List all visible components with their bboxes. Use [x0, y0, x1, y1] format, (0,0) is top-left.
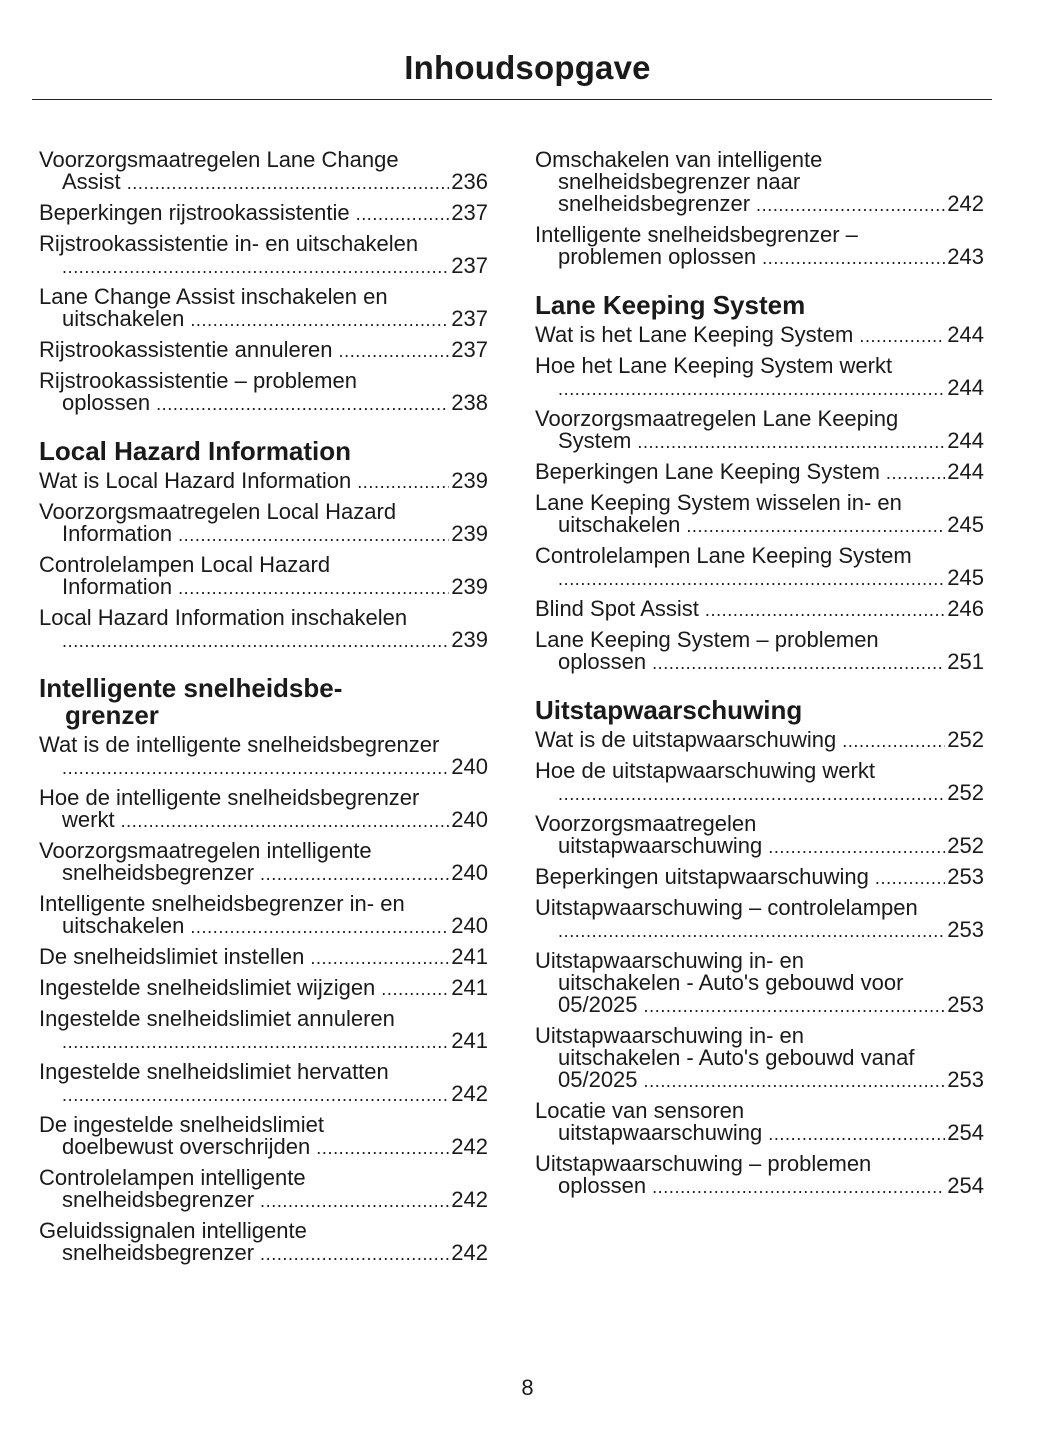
toc-entry-text: snelheidsbegrenzer naar	[558, 169, 801, 194]
toc-entry-text: oplossen	[558, 649, 647, 674]
toc-page-number[interactable]: 254	[947, 1120, 984, 1145]
toc-entry-text: Rijstrookassistentie – problemen	[39, 368, 357, 393]
section-heading-line: Intelligente snelheidsbe-	[39, 673, 343, 703]
toc-entry-last-line	[39, 629, 488, 652]
toc-entry[interactable]	[535, 224, 984, 269]
toc-page-number[interactable]: 246	[947, 596, 984, 621]
toc-entry-text: Information	[62, 521, 173, 546]
toc-page-number[interactable]: 240	[451, 913, 488, 938]
dot-leader	[260, 1190, 449, 1212]
toc-entry-text: Lane Keeping System wisselen in- en	[535, 490, 902, 515]
toc-entry-last-line	[39, 171, 488, 194]
dot-leader	[62, 630, 449, 652]
toc-entry-text: Intelligente snelheidsbegrenzer in- en	[39, 891, 405, 916]
dot-leader	[156, 393, 449, 415]
toc-entry-last-line	[39, 392, 488, 415]
toc-entry-last-line	[39, 809, 488, 832]
toc-column-right	[535, 149, 984, 1206]
toc-entry-last-line	[535, 598, 984, 621]
dot-leader	[768, 836, 945, 858]
toc-page-number[interactable]: 242	[451, 1081, 488, 1106]
toc-entry-text: Controlelampen intelligente	[39, 1165, 306, 1190]
toc-page-number[interactable]: 241	[451, 944, 488, 969]
toc-entry-text: Hoe de intelligente snelheidsbegrenzer	[39, 785, 420, 810]
toc-page-number[interactable]: 239	[451, 468, 488, 493]
toc-page-number[interactable]: 237	[451, 200, 488, 225]
toc-entry-text: Uitstapwaarschuwing – controlelampen	[535, 895, 918, 920]
dot-leader	[178, 524, 449, 546]
dot-leader	[705, 599, 945, 621]
section-heading	[39, 438, 488, 465]
toc-entry[interactable]	[39, 734, 488, 779]
toc-page-number[interactable]: 239	[451, 521, 488, 546]
dot-leader	[644, 995, 946, 1017]
toc-entry[interactable]	[535, 355, 984, 400]
toc-entry-text: System	[558, 428, 632, 453]
toc-page-number[interactable]: 244	[947, 322, 984, 347]
toc-page-number[interactable]: 237	[451, 253, 488, 278]
toc-entry[interactable]	[39, 1008, 488, 1053]
section-heading	[39, 675, 488, 729]
toc-entry[interactable]	[535, 729, 984, 752]
toc-entry-last-line	[535, 1069, 984, 1092]
dot-leader	[190, 309, 449, 331]
toc-entry-text: Uitstapwaarschuwing – problemen	[535, 1151, 872, 1176]
section-heading-line: Local Hazard Information	[39, 436, 352, 466]
dot-leader	[762, 247, 945, 269]
toc-page-number[interactable]: 252	[947, 833, 984, 858]
toc-entry-text: Ingestelde snelheidslimiet annuleren	[39, 1006, 395, 1031]
toc-entry-last-line	[535, 193, 984, 216]
toc-page-number[interactable]: 242	[451, 1240, 488, 1265]
toc-entry-text: uitstapwaarschuwing	[558, 1120, 763, 1145]
toc-entry-text: Controlelampen Local Hazard	[39, 552, 331, 577]
page-title: Inhoudsopgave	[404, 49, 651, 86]
toc-entry-text: Beperkingen rijstrookassistentie	[39, 200, 350, 225]
dot-leader	[62, 757, 449, 779]
toc-entry-text: Local Hazard Information inschakelen	[39, 605, 408, 630]
dot-leader	[356, 203, 450, 225]
section-heading-line: grenzer	[65, 700, 159, 730]
toc-entry[interactable]	[39, 1167, 488, 1212]
dot-leader	[178, 577, 449, 599]
dot-leader	[260, 1243, 449, 1265]
toc-entry-text: Beperkingen uitstapwaarschuwing	[535, 864, 869, 889]
toc-entry-text: Ingestelde snelheidslimiet wijzigen	[39, 975, 376, 1000]
toc-entry-last-line	[39, 470, 488, 493]
section-heading	[535, 292, 984, 319]
toc-page-number[interactable]: 241	[451, 975, 488, 1000]
toc-entry-last-line	[535, 430, 984, 453]
toc-entry-last-line	[39, 862, 488, 885]
toc-entry[interactable]	[535, 408, 984, 453]
toc-entry-text: Hoe het Lane Keeping System werkt	[535, 353, 893, 378]
dot-leader	[756, 194, 945, 216]
toc-page-number[interactable]: 242	[947, 191, 984, 216]
toc-entry-text: De snelheidslimiet instellen	[39, 944, 305, 969]
toc-entry[interactable]	[535, 897, 984, 942]
toc-entry-text: werkt	[62, 807, 115, 832]
toc-entry-last-line	[39, 977, 488, 1000]
toc-page-number[interactable]: 244	[947, 428, 984, 453]
toc-entry-text: uitschakelen	[558, 512, 681, 537]
toc-entry-text: Uitstapwaarschuwing in- en	[535, 1023, 805, 1048]
toc-entry[interactable]	[39, 202, 488, 225]
toc-page-number[interactable]: 240	[451, 860, 488, 885]
toc-page-number[interactable]: 243	[947, 244, 984, 269]
dot-leader	[842, 730, 945, 752]
toc-entry-text: snelheidsbegrenzer	[62, 1240, 255, 1265]
dot-leader	[190, 916, 449, 938]
toc-entry[interactable]	[535, 760, 984, 805]
toc-page-number[interactable]: 244	[947, 459, 984, 484]
toc-entry-last-line	[39, 1189, 488, 1212]
toc-entry-text: Voorzorgsmaatregelen Local Hazard	[39, 499, 397, 524]
toc-entry-last-line	[535, 324, 984, 347]
toc-entry-text: Controlelampen Lane Keeping System	[535, 543, 912, 568]
toc-entry-last-line	[39, 255, 488, 278]
toc-page-number[interactable]: 254	[947, 1173, 984, 1198]
dot-leader	[316, 1137, 449, 1159]
section-heading	[535, 697, 984, 724]
toc-entry-last-line	[39, 915, 488, 938]
toc-entry[interactable]	[535, 461, 984, 484]
toc-entry[interactable]	[39, 946, 488, 969]
toc-entry-last-line	[39, 756, 488, 779]
toc-entry-last-line	[39, 523, 488, 546]
toc-entry[interactable]	[535, 1153, 984, 1198]
section-heading-line: Lane Keeping System	[535, 290, 806, 320]
toc-entry-text: 05/2025	[558, 992, 638, 1017]
toc-entry-last-line	[535, 567, 984, 590]
dot-leader	[768, 1123, 945, 1145]
toc-entry[interactable]	[39, 554, 488, 599]
toc-entry[interactable]	[39, 787, 488, 832]
toc-entry-text: Wat is Local Hazard Information	[39, 468, 352, 493]
dot-leader	[558, 378, 945, 400]
toc-entry[interactable]	[535, 149, 984, 216]
toc-entry-text: De ingestelde snelheidslimiet	[39, 1112, 324, 1137]
toc-entry-text: Geluidssignalen intelligente	[39, 1218, 307, 1243]
toc-entry-text: Hoe de uitstapwaarschuwing werkt	[535, 758, 875, 783]
toc-entry-text: Information	[62, 574, 173, 599]
toc-page-number[interactable]: 237	[451, 337, 488, 362]
toc-entry-text: Omschakelen van intelligente	[535, 147, 823, 172]
toc-page-number[interactable]: 251	[947, 649, 984, 674]
toc-page-number[interactable]: 252	[947, 780, 984, 805]
toc-page-number[interactable]: 242	[451, 1134, 488, 1159]
toc-page-number[interactable]: 237	[451, 306, 488, 331]
toc-entry-text: Blind Spot Assist	[535, 596, 699, 621]
toc-entry-text: Uitstapwaarschuwing in- en	[535, 948, 805, 973]
dot-leader	[886, 462, 945, 484]
toc-column-left	[39, 149, 488, 1273]
toc-entry-last-line	[535, 729, 984, 752]
dot-leader	[357, 471, 449, 493]
page-number: 8	[521, 1375, 534, 1400]
toc-page-number[interactable]: 242	[451, 1187, 488, 1212]
toc-entry[interactable]	[535, 629, 984, 674]
toc-entry[interactable]	[535, 324, 984, 347]
toc-entry-last-line	[535, 246, 984, 269]
toc-entry-text: Locatie van sensoren	[535, 1098, 745, 1123]
dot-leader	[62, 256, 449, 278]
toc-page-number[interactable]: 240	[451, 754, 488, 779]
toc-entry-last-line	[535, 994, 984, 1017]
toc-entry-text: Voorzorgsmaatregelen intelligente	[39, 838, 372, 863]
toc-entry-text: uitschakelen - Auto's gebouwd voor	[558, 970, 904, 995]
toc-entry[interactable]	[39, 1114, 488, 1159]
toc-entry[interactable]	[535, 950, 984, 1017]
toc-entry-text: Beperkingen Lane Keeping System	[535, 459, 880, 484]
dot-leader	[558, 568, 945, 590]
toc-entry-text: Wat is de intelligente snelheidsbegrenzer	[39, 732, 440, 757]
toc-entry[interactable]	[535, 1025, 984, 1092]
toc-entry-last-line	[535, 377, 984, 400]
toc-entry-text: uitschakelen	[62, 306, 185, 331]
toc-entry-text: Lane Keeping System – problemen	[535, 627, 879, 652]
toc-entry[interactable]	[39, 470, 488, 493]
dot-leader	[127, 172, 450, 194]
toc-entry-last-line	[39, 1136, 488, 1159]
toc-entry-text: Rijstrookassistentie in- en uitschakelen	[39, 231, 419, 256]
toc-entry-text: problemen oplossen	[558, 244, 757, 269]
toc-entry-text: Voorzorgsmaatregelen Lane Keeping	[535, 406, 899, 431]
toc-entry-text: Intelligente snelheidsbegrenzer –	[535, 222, 858, 247]
toc-entry[interactable]	[39, 149, 488, 194]
toc-entry[interactable]	[39, 370, 488, 415]
toc-page-number[interactable]: 253	[947, 992, 984, 1017]
toc-entry-last-line	[535, 514, 984, 537]
toc-entry-last-line	[39, 1083, 488, 1106]
toc-entry[interactable]	[535, 1100, 984, 1145]
toc-entry-text: Voorzorgsmaatregelen	[535, 811, 757, 836]
dot-leader	[260, 863, 449, 885]
toc-entry-text: Assist	[62, 169, 121, 194]
toc-page-number[interactable]: 252	[947, 727, 984, 752]
title-divider	[32, 99, 992, 100]
dot-leader	[381, 978, 449, 1000]
toc-entry-text: Voorzorgsmaatregelen Lane Change	[39, 147, 399, 172]
toc-entry-text: uitschakelen - Auto's gebouwd vanaf	[558, 1045, 915, 1070]
toc-entry-last-line	[39, 339, 488, 362]
toc-entry[interactable]	[39, 286, 488, 331]
toc-entry-last-line	[39, 576, 488, 599]
dot-leader	[637, 431, 945, 453]
toc-entry[interactable]	[39, 840, 488, 885]
dot-leader	[686, 515, 945, 537]
toc-entry[interactable]	[39, 893, 488, 938]
toc-page-number[interactable]: 253	[947, 1067, 984, 1092]
toc-entry-last-line	[535, 1122, 984, 1145]
toc-entry[interactable]	[535, 813, 984, 858]
toc-entry-text: snelheidsbegrenzer	[62, 860, 255, 885]
toc-entry-text: uitstapwaarschuwing	[558, 833, 763, 858]
toc-entry[interactable]	[535, 492, 984, 537]
toc-entry-text: Ingestelde snelheidslimiet hervatten	[39, 1059, 389, 1084]
dot-leader	[62, 1031, 449, 1053]
toc-entry-text: uitschakelen	[62, 913, 185, 938]
toc-entry-last-line	[39, 1242, 488, 1265]
toc-entry-text: oplossen	[62, 390, 151, 415]
toc-entry[interactable]	[39, 1220, 488, 1265]
dot-leader	[62, 1084, 449, 1106]
toc-page-number[interactable]: 238	[451, 390, 488, 415]
toc-page-number[interactable]: 245	[947, 512, 984, 537]
toc-entry[interactable]	[39, 1061, 488, 1106]
toc-entry[interactable]	[39, 339, 488, 362]
toc-entry-last-line	[535, 782, 984, 805]
toc-entry-last-line	[535, 1175, 984, 1198]
toc-entry[interactable]	[39, 607, 488, 652]
dot-leader	[652, 652, 945, 674]
toc-entry-text: doelbewust overschrijden	[62, 1134, 311, 1159]
toc-page-number[interactable]: 245	[947, 565, 984, 590]
toc-entry-last-line	[535, 651, 984, 674]
toc-entry[interactable]	[535, 598, 984, 621]
dot-leader	[339, 340, 450, 362]
toc-entry-text: Wat is de uitstapwaarschuwing	[535, 727, 837, 752]
toc-page-number[interactable]: 239	[451, 574, 488, 599]
toc-entry-last-line	[39, 202, 488, 225]
toc-page-number[interactable]: 239	[451, 627, 488, 652]
dot-leader	[652, 1176, 945, 1198]
dot-leader	[859, 325, 945, 347]
toc-entry[interactable]	[535, 545, 984, 590]
toc-entry-last-line	[39, 946, 488, 969]
dot-leader	[558, 920, 945, 942]
toc-entry[interactable]	[39, 977, 488, 1000]
section-heading-line: Uitstapwaarschuwing	[535, 695, 803, 725]
toc-entry-text: snelheidsbegrenzer	[558, 191, 751, 216]
dot-leader	[558, 783, 945, 805]
toc-entry-text: snelheidsbegrenzer	[62, 1187, 255, 1212]
toc-entry[interactable]	[39, 233, 488, 278]
toc-entry-text: 05/2025	[558, 1067, 638, 1092]
toc-entry-last-line	[535, 461, 984, 484]
toc-page-number[interactable]: 240	[451, 807, 488, 832]
toc-entry[interactable]	[39, 501, 488, 546]
toc-entry-last-line	[535, 866, 984, 889]
toc-entry-text: Wat is het Lane Keeping System	[535, 322, 854, 347]
toc-page-number[interactable]: 236	[451, 169, 488, 194]
toc-entry-last-line	[535, 835, 984, 858]
toc-entry-last-line	[535, 919, 984, 942]
toc-entry-last-line	[39, 1030, 488, 1053]
dot-leader	[644, 1070, 946, 1092]
toc-entry-text: oplossen	[558, 1173, 647, 1198]
toc-entry[interactable]	[535, 866, 984, 889]
toc-page-number[interactable]: 241	[451, 1028, 488, 1053]
toc-entry-text: Lane Change Assist inschakelen en	[39, 284, 388, 309]
dot-leader	[875, 867, 945, 889]
toc-page-number[interactable]: 253	[947, 917, 984, 942]
dot-leader	[121, 810, 450, 832]
toc-page-number[interactable]: 253	[947, 864, 984, 889]
toc-entry-text: Rijstrookassistentie annuleren	[39, 337, 333, 362]
toc-page-number[interactable]: 244	[947, 375, 984, 400]
dot-leader	[310, 947, 449, 969]
toc-entry-last-line	[39, 308, 488, 331]
